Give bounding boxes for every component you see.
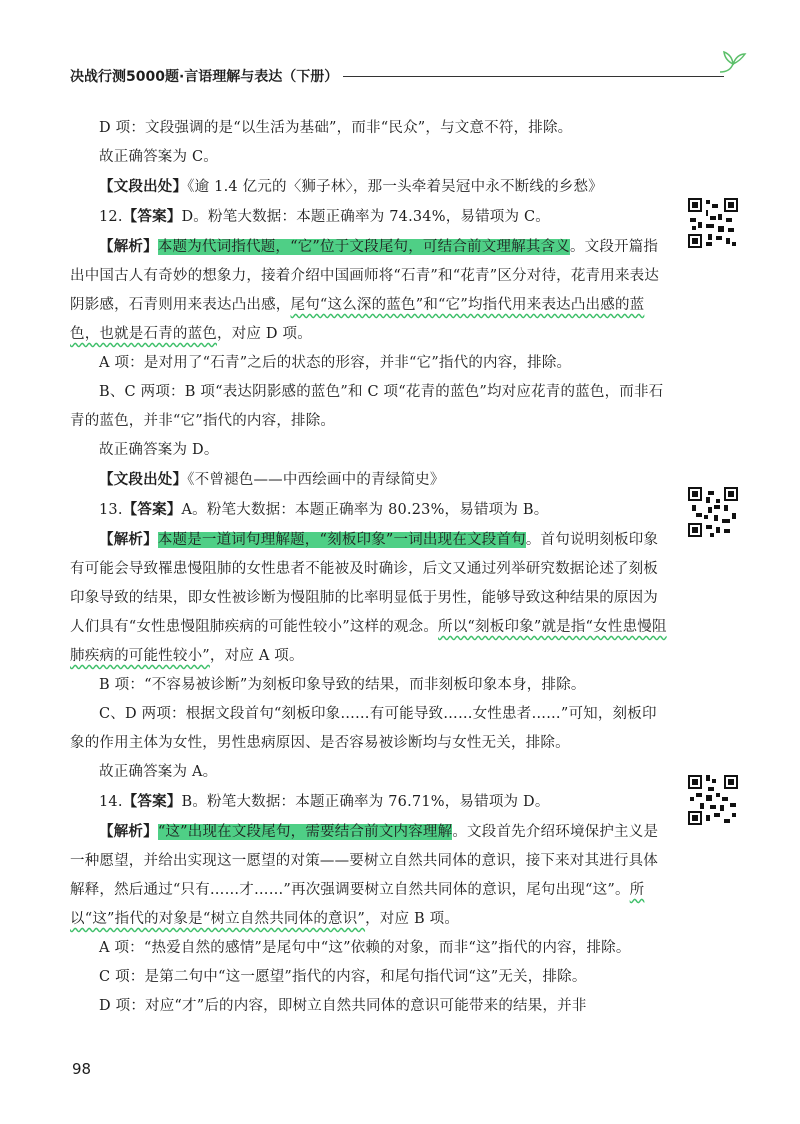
analysis-text: ，对应 D 项。 bbox=[217, 326, 312, 342]
qr-code-icon[interactable] bbox=[688, 775, 738, 825]
analysis-text: 。首句说明刻板印象有可能会导致罹患慢阻肺的女性患者不能被及时确诊，后文又通过列举研究数据论述了刻板印象导致的结果，即女性被诊断为慢阻肺的比率明显低于男性，能够导致这种结果的原因为人们具有“女性患慢阻肺疾病的可能性较小”这样的观念。 bbox=[70, 532, 659, 635]
source-tag: 【文段出处】 bbox=[99, 178, 188, 195]
underlined-text: 所以“这”指代的对象是“树立自然共同体的意识” bbox=[70, 882, 645, 927]
q12-analysis bbox=[70, 232, 670, 349]
q14-option-a: A 项：“热爱自然的感情”是尾句中“这”依赖的对象，而非“这”指代的内容，排除。 bbox=[99, 940, 631, 956]
underlined-text: 尾句“这么深的蓝色”和“它”均指代用来表达凸出感的蓝色，也就是石青的蓝色 bbox=[70, 297, 645, 342]
highlighted-text: “这”出现在文段尾句，需要结合前文内容理解 bbox=[157, 824, 453, 840]
analysis-text: 。文段首先介绍环境保护主义是一种愿望，并给出实现这一愿望的对策——要树立自然共同体的意识，接下来对其进行具体解释，然后通过“只有……才……”再次强调要树立自然共同体的意识，尾句出现“这”。 bbox=[70, 824, 659, 898]
q14-option-d: D 项：对应“才”后的内容，即树立自然共同体的意识可能带来的结果，并非 bbox=[99, 998, 587, 1014]
q13-option-b: B 项：“不容易被诊断”为刻板印象导致的结果，而非刻板印象本身，排除。 bbox=[99, 677, 586, 693]
analysis-text: ，对应 B 项。 bbox=[365, 911, 460, 927]
q12-answer bbox=[70, 202, 670, 232]
running-header bbox=[70, 66, 750, 86]
q12-answer-text: D。粉笔大数据：本题正确率为 74.34%，易错项为 C。 bbox=[181, 209, 551, 225]
answer-tag: 【答案】 bbox=[122, 208, 182, 225]
q12-source bbox=[70, 465, 670, 495]
analysis-tag: 【解析】 bbox=[99, 531, 158, 548]
leaf-sprout-icon bbox=[716, 46, 750, 76]
source-tag: 【文段出处】 bbox=[99, 471, 188, 488]
q12-answer-line: 故正确答案为 D。 bbox=[99, 442, 219, 458]
highlighted-text: 本题为代词指代题，“它”位于文段尾句，可结合前文理解其含义 bbox=[157, 239, 570, 255]
q13-answer-line: 故正确答案为 A。 bbox=[99, 764, 218, 780]
q12-option-bc: B、C 两项：B 项“表达阴影感的蓝色”和 C 项“花青的蓝色”均对应花青的蓝色，而非石青的蓝色，并非“它”指代的内容，排除。 bbox=[70, 384, 664, 429]
q13-answer-text: A。粉笔大数据：本题正确率为 80.23%，易错项为 B。 bbox=[181, 502, 549, 518]
header-rule bbox=[343, 76, 724, 77]
analysis-text: 。文段开篇指出中国古人有奇妙的想象力，接着介绍中国画师将“石青”和“花青”区分对待，花青用来表达阴影感，石青则用来表达凸出感， bbox=[70, 239, 660, 313]
page-content bbox=[70, 114, 670, 1021]
q14-option-c: C 项：是第二句中“这一愿望”指代的内容，和尾句指代词“这”无关，排除。 bbox=[99, 969, 587, 985]
q14-answer-text: B。粉笔大数据：本题正确率为 76.71%，易错项为 D。 bbox=[181, 794, 550, 810]
source-text: 《逾 1.4 亿元的〈狮子林〉，那一头牵着吴冠中永不断线的乡愁》 bbox=[187, 179, 603, 195]
q13-option-cd: C、D 两项：根据文段首句“刻板印象……有可能导致……女性患者……”可知，刻板印象的作用主体为女性，男性患病原因、是否容易被诊断均与女性无关，排除。 bbox=[70, 706, 657, 751]
q13-answer bbox=[70, 495, 670, 525]
answer-tag: 【答案】 bbox=[122, 501, 182, 518]
analysis-tag: 【解析】 bbox=[99, 238, 158, 255]
q12-option-a: A 项：是对用了“石青”之后的状态的形容，并非“它”指代的内容，排除。 bbox=[99, 355, 572, 371]
page-number: 98 bbox=[72, 1060, 92, 1078]
highlighted-text: 本题是一道词句理解题，“刻板印象”一词出现在文段首句 bbox=[157, 532, 526, 548]
analysis-tag: 【解析】 bbox=[99, 823, 158, 840]
analysis-text: ，对应 A 项。 bbox=[209, 648, 304, 664]
answer-line: 故正确答案为 C。 bbox=[99, 149, 219, 165]
answer-tag: 【答案】 bbox=[122, 793, 182, 810]
q13-number: 13. bbox=[99, 502, 123, 518]
option-d-explanation: D 项：文段强调的是“以生活为基础”，而非“民众”，与文意不符，排除。 bbox=[99, 120, 573, 136]
q14-number: 14. bbox=[99, 794, 123, 810]
q13-analysis bbox=[70, 525, 670, 671]
source-line bbox=[70, 172, 670, 202]
q14-answer bbox=[70, 787, 670, 817]
source-text: 《不曾褪色——中西绘画中的青绿简史》 bbox=[187, 472, 445, 488]
qr-code-icon[interactable] bbox=[688, 198, 738, 248]
header-title: 决战行测5000题·言语理解与表达（下册） bbox=[70, 69, 339, 85]
q12-number: 12. bbox=[99, 209, 123, 225]
qr-code-icon[interactable] bbox=[688, 487, 738, 537]
underlined-text: 所以“刻板印象”就是指“女性患慢阻肺疾病的可能性较小” bbox=[70, 619, 667, 664]
q14-analysis bbox=[70, 817, 670, 934]
